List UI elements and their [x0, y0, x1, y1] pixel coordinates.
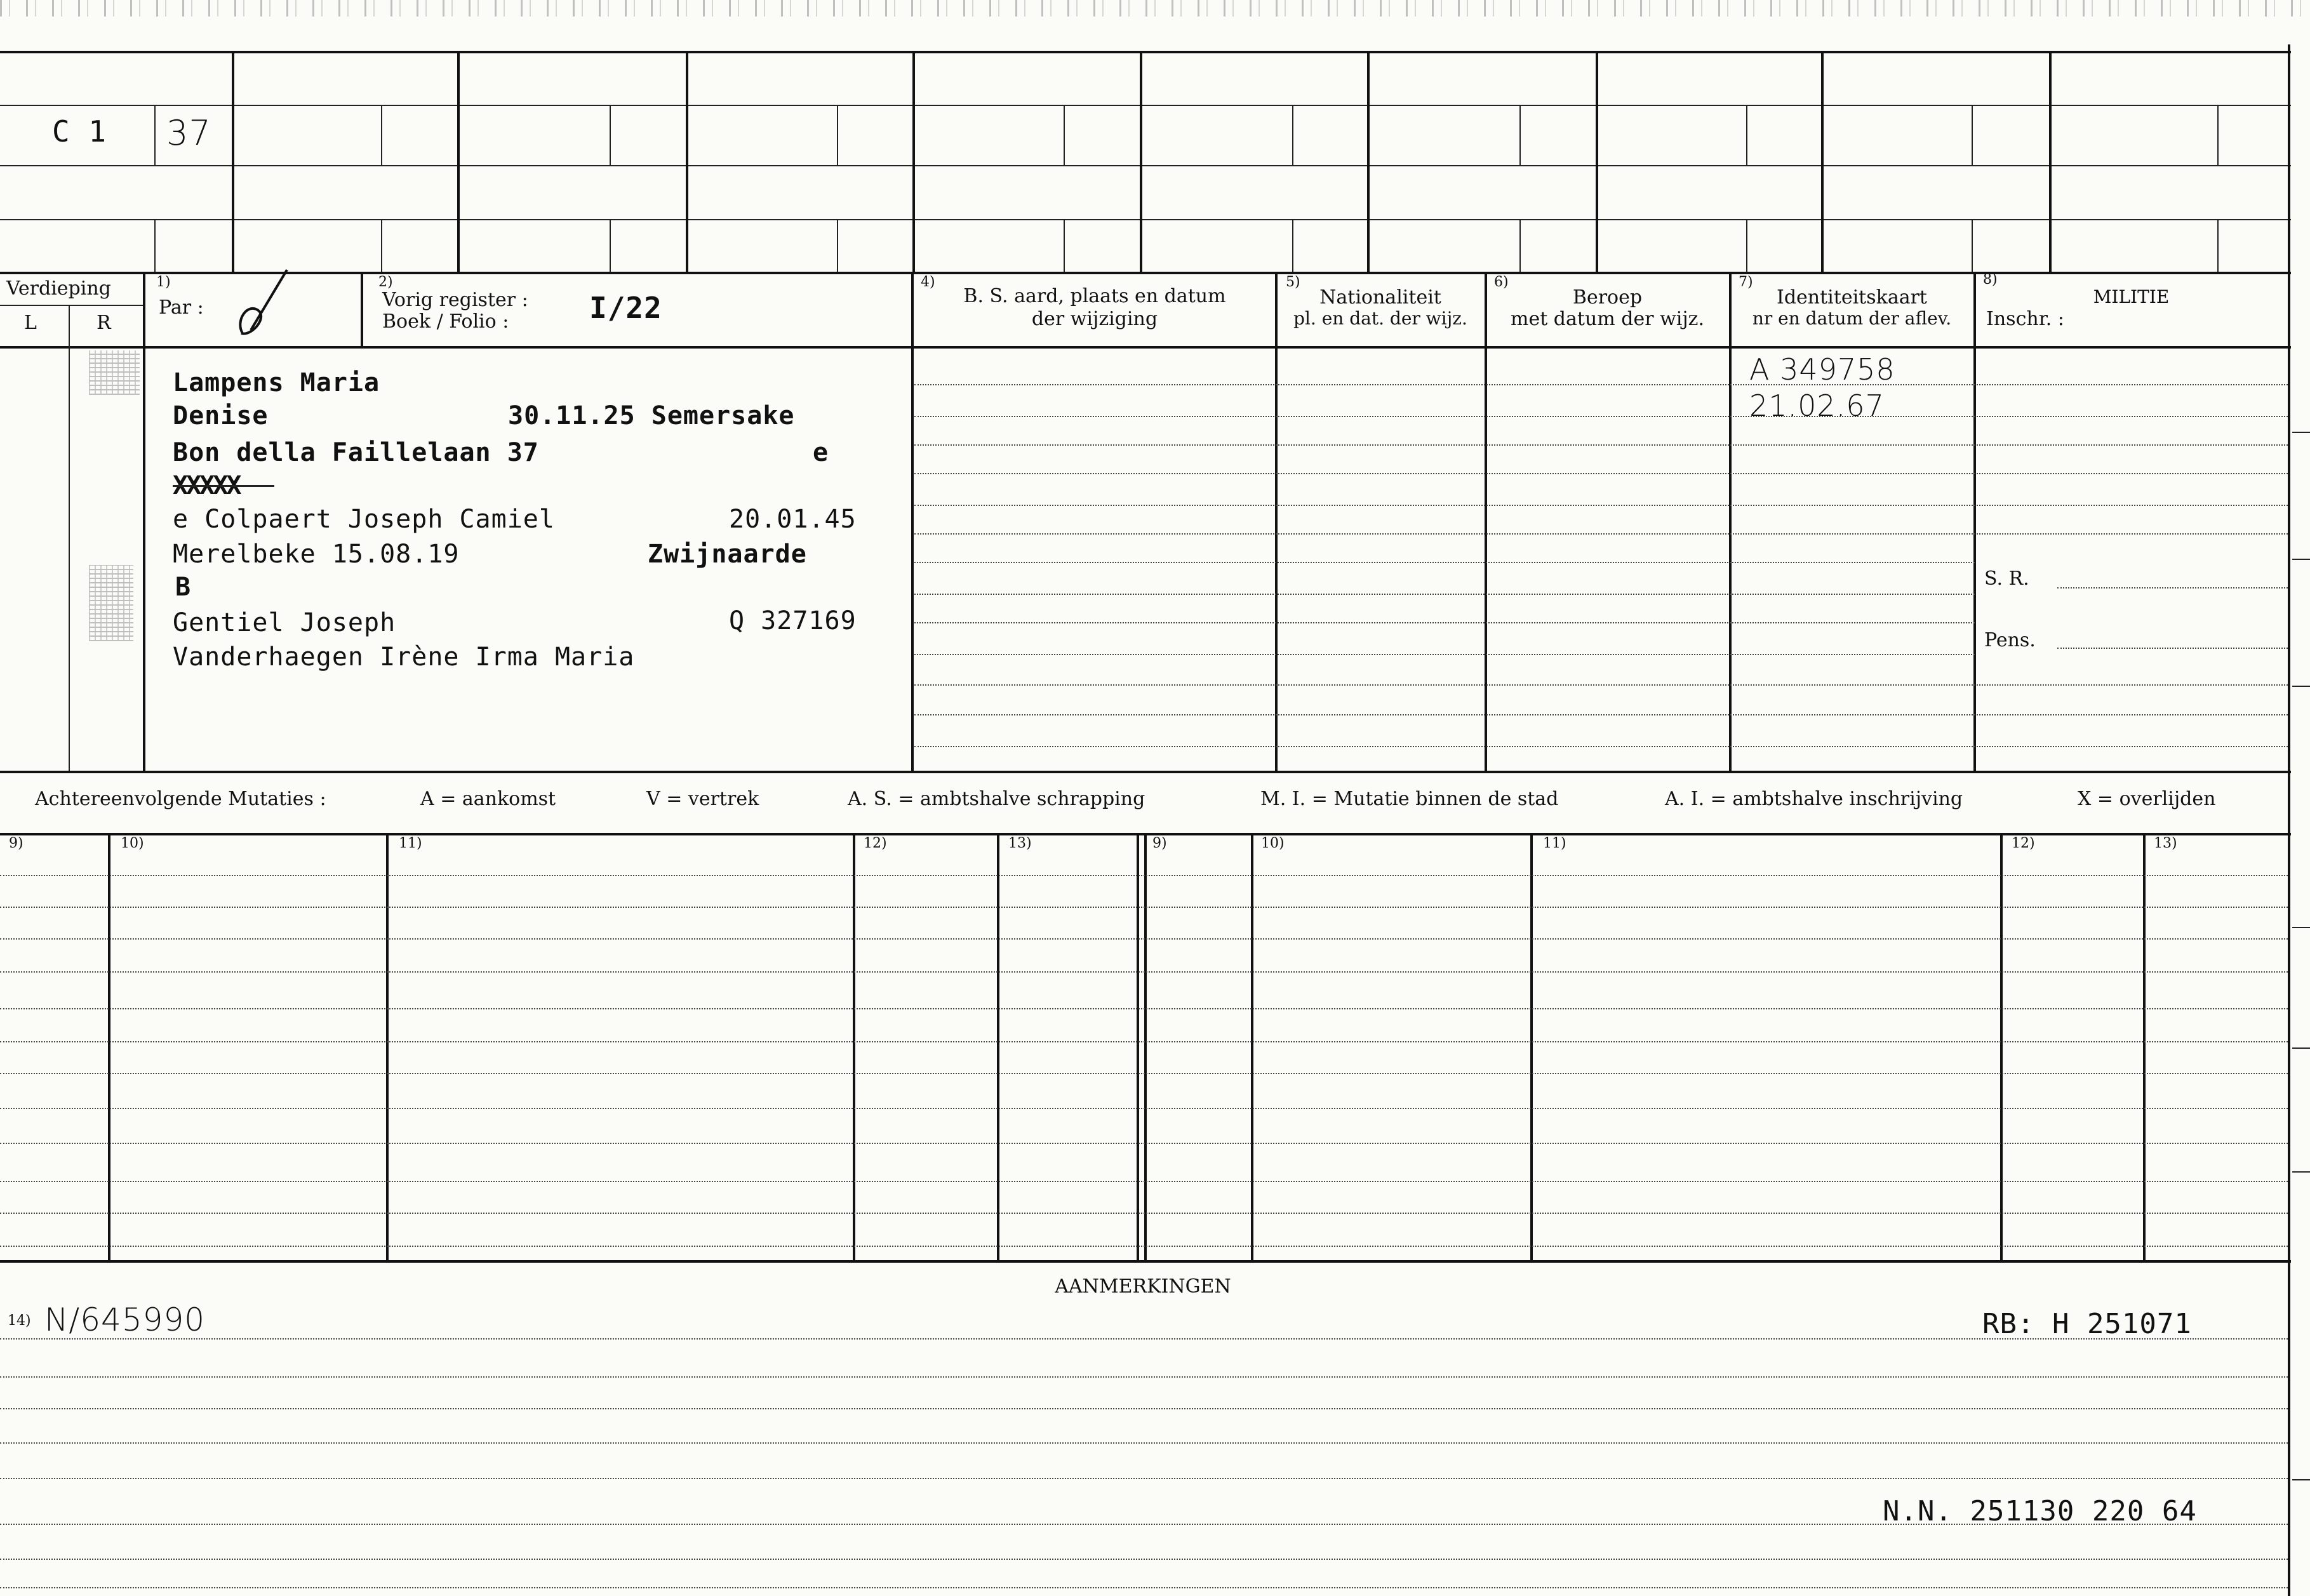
- col2-number: 2): [378, 274, 393, 290]
- col1-number: 1): [156, 274, 171, 290]
- mut-col-13b: 13): [2154, 835, 2177, 851]
- militie-label: MILITIE: [2093, 286, 2170, 307]
- person-line-3b: e: [813, 438, 829, 467]
- mut-col-13: 13): [1008, 835, 1032, 851]
- scan-noise-top: [0, 0, 2310, 17]
- remarks-value: N/645990: [44, 1301, 206, 1338]
- mut-col-11b: 11): [1543, 835, 1566, 851]
- person-line-2a: Denise: [173, 401, 269, 430]
- col4-number: 4): [921, 274, 935, 290]
- pens-label: Pens.: [1984, 629, 2036, 651]
- person-line-6b: Zwijnaarde: [648, 540, 807, 569]
- col5-number: 5): [1286, 274, 1300, 290]
- mutation-v: V = vertrek: [646, 788, 759, 810]
- par-label: Par :: [159, 296, 204, 319]
- person-line-9: Vanderhaegen Irène Irma Maria: [173, 642, 635, 672]
- person-line-6a: Merelbeke 15.08.19: [173, 540, 460, 569]
- col7-label-2: nr en datum der aflev.: [1752, 308, 1952, 329]
- col7-number: 7): [1739, 274, 1753, 290]
- person-line-5a: e Colpaert Joseph Camiel: [173, 505, 555, 534]
- rb-value: RB: H 251071: [1982, 1308, 2192, 1340]
- col6-label-1: Beroep: [1572, 286, 1643, 309]
- col6-label-2: met datum der wijz.: [1511, 308, 1704, 330]
- inschr-label: Inschr. :: [1986, 308, 2064, 330]
- col4-label-1: B. S. aard, plaats en datum: [963, 285, 1226, 307]
- id-card-number: A 349758: [1749, 352, 1895, 387]
- mut-col-12b: 12): [2012, 835, 2035, 851]
- mut-col-10: 10): [121, 835, 144, 851]
- mutation-a: A = aankomst: [420, 788, 556, 810]
- mutation-ai: A. I. = ambtshalve inschrijving: [1665, 788, 1963, 810]
- verdieping-r: R: [97, 312, 111, 334]
- mut-col-10b: 10): [1261, 835, 1285, 851]
- mutation-mi: M. I. = Mutatie binnen de stad: [1260, 788, 1559, 810]
- person-line-2b: 30.11.25 Semersake: [508, 401, 795, 430]
- code-number: 37: [166, 113, 211, 153]
- par-handwritten-mark: [222, 263, 298, 359]
- mut-col-9b: 9): [1152, 835, 1167, 851]
- col8-number: 8): [1983, 272, 1998, 288]
- scan-speck: [89, 350, 140, 395]
- id-card-date: 21.02.67: [1749, 389, 1885, 423]
- block-divider: [0, 771, 2291, 773]
- mut-col-12: 12): [864, 835, 887, 851]
- col5-label-2: pl. en dat. der wijz.: [1293, 308, 1467, 329]
- col5-label-1: Nationaliteit: [1319, 286, 1441, 309]
- remarks-title: AANMERKINGEN: [1055, 1275, 1231, 1298]
- verdieping-l: L: [24, 312, 37, 334]
- boek-folio-label: Boek / Folio :: [382, 310, 509, 333]
- person-line-3a: Bon della Faillelaan 37: [173, 438, 539, 467]
- verdieping-label: Verdieping: [6, 277, 111, 300]
- person-line-8a: Gentiel Joseph: [173, 608, 396, 637]
- mut-col-9: 9): [9, 835, 23, 851]
- code-value: C 1: [52, 114, 107, 149]
- vorig-register-label: Vorig register :: [382, 289, 528, 311]
- scan-speck: [89, 565, 133, 641]
- sr-label: S. R.: [1984, 568, 2029, 590]
- person-line-4-struck: XXXXX: [173, 471, 240, 500]
- strike-through: [173, 485, 274, 487]
- col6-number: 6): [1494, 274, 1509, 290]
- person-line-1: Lampens Maria: [173, 368, 380, 397]
- mutation-x: X = overlijden: [2078, 788, 2216, 810]
- mut-col-11: 11): [399, 835, 422, 851]
- mutation-as: A. S. = ambtshalve schrapping: [848, 788, 1145, 810]
- person-line-5b: 20.01.45: [729, 505, 857, 534]
- person-line-7: B: [175, 573, 192, 602]
- person-line-8b: Q 327169: [729, 606, 857, 635]
- nn-value: N.N. 251130 220 64: [1883, 1495, 2197, 1527]
- col7-label-1: Identiteitskaart: [1777, 286, 1927, 309]
- col4-label-2: der wijziging: [1031, 308, 1158, 330]
- mutations-title: Achtereenvolgende Mutaties :: [35, 788, 326, 810]
- remarks-number: 14): [8, 1313, 31, 1329]
- register-value: I/22: [589, 291, 662, 325]
